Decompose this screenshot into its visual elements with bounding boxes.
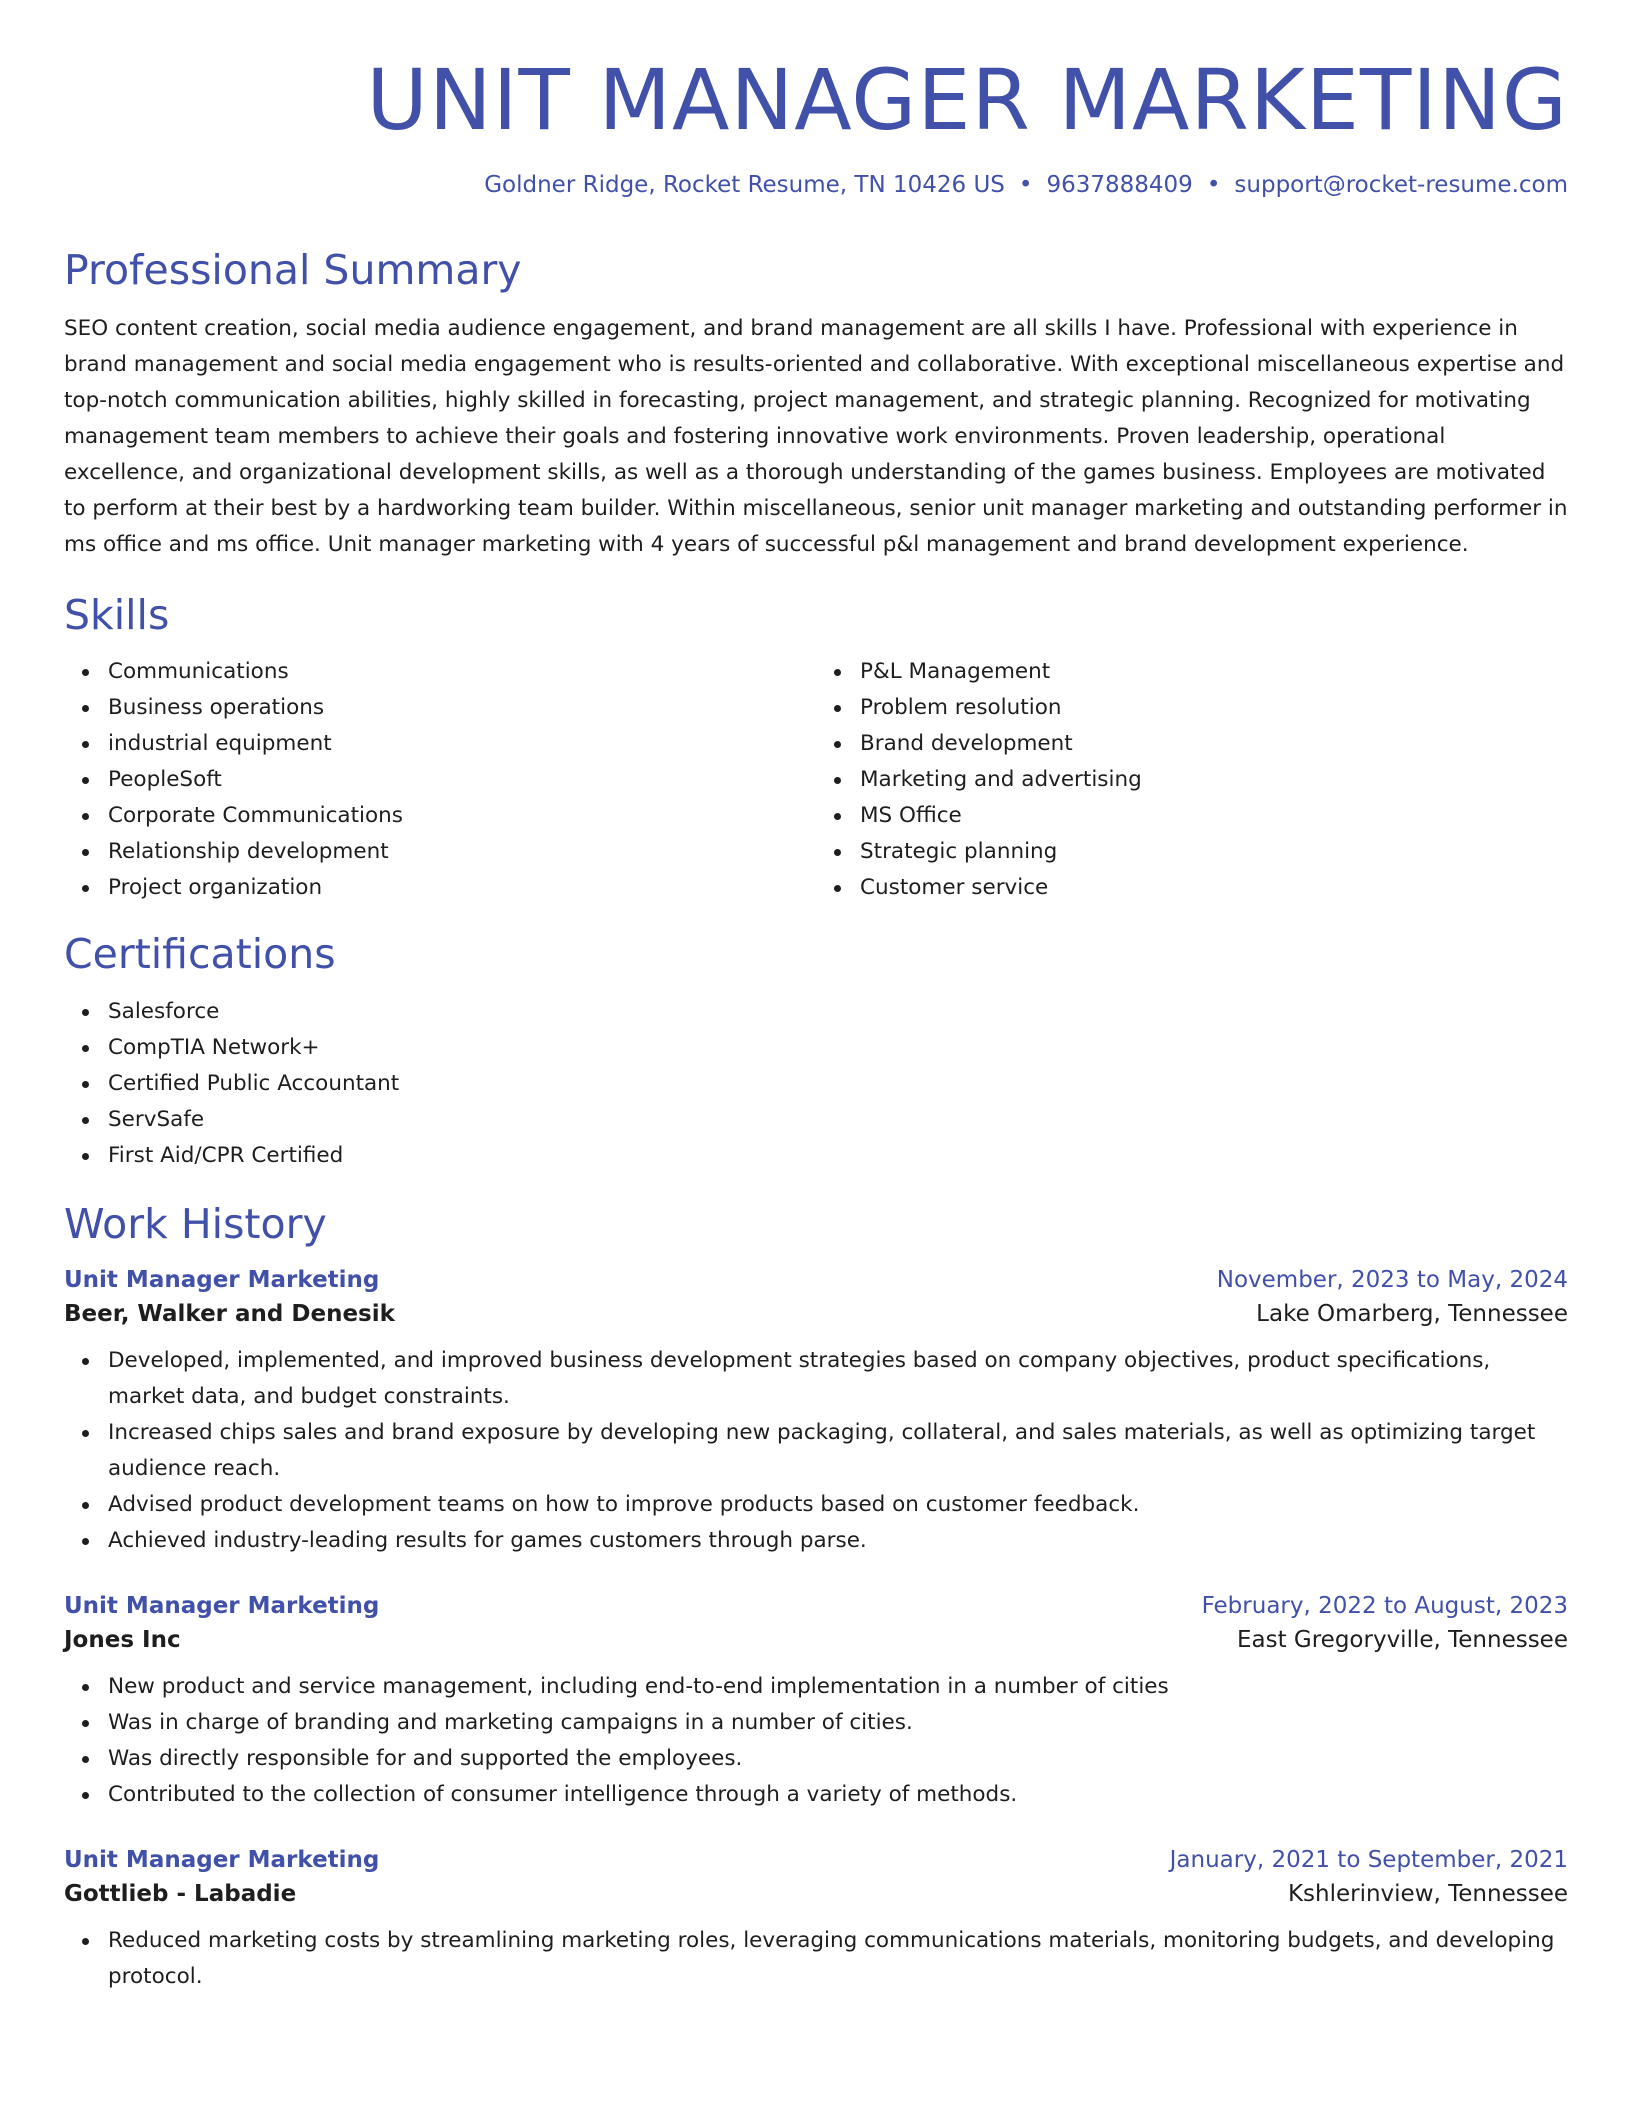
- job-location: East Gregoryville, Tennessee: [1236, 1626, 1568, 1653]
- contact-phone: 9637888409: [1046, 172, 1193, 198]
- certification-item: First Aid/CPR Certified: [108, 1138, 1568, 1174]
- job-bullets: [64, 1343, 1568, 1559]
- job-header-row: [64, 1847, 1568, 1873]
- skill-item: Business operations: [108, 690, 816, 726]
- job-header-row: [64, 1267, 1568, 1293]
- job-header-row: [64, 1593, 1568, 1619]
- job-entry: [64, 1847, 1568, 1995]
- certification-item: ServSafe: [108, 1102, 1568, 1138]
- certification-item: Salesforce: [108, 994, 1568, 1030]
- skills-list-left: [64, 654, 816, 906]
- summary-heading: Professional Summary: [64, 246, 522, 294]
- job-company-row: [64, 1881, 1568, 1907]
- job-bullet: Developed, implemented, and improved business development strategies based on company objectives, product specifications, market data, and budget constraints.: [108, 1343, 1568, 1415]
- job-bullet: Was in charge of branding and marketing campaigns in a number of cities.: [108, 1705, 1568, 1741]
- job-bullets: [64, 1669, 1568, 1813]
- work-history-heading: Work History: [64, 1199, 327, 1248]
- skill-item: Problem resolution: [860, 690, 1568, 726]
- job-bullet: Was directly responsible for and supported the employees.: [108, 1741, 1568, 1777]
- job-location: Kshlerinview, Tennessee: [1287, 1880, 1568, 1907]
- job-company: Gottlieb - Labadie: [64, 1880, 297, 1907]
- job-bullet: Contributed to the collection of consumer intelligence through a variety of methods.: [108, 1777, 1568, 1813]
- job-title: Unit Manager Marketing: [64, 1846, 380, 1873]
- certification-item: CompTIA Network+: [108, 1030, 1568, 1066]
- skill-item: Relationship development: [108, 834, 816, 870]
- skill-item: Project organization: [108, 870, 816, 906]
- skill-item: Corporate Communications: [108, 798, 816, 834]
- skill-item: Customer service: [860, 870, 1568, 906]
- skill-item: Communications: [108, 654, 816, 690]
- job-bullet: Advised product development teams on how to improve products based on customer feedback.: [108, 1487, 1568, 1523]
- summary-text: SEO content creation, social media audience engagement, and brand management are all skills I have. Professional with experience in brand management and social media engagement who is results-oriented and collaborative. With exceptional miscellaneous expertise and top-notch communication abilities, highly skilled in forecasting, project management, and strategic planning. Recognized for motivating management team members to achieve their goals and fostering innovative work environments. Proven leadership, operational excellence, and organizational development skills, as well as a thorough understanding of the games business. Employees are motivated to perform at their best by a hardworking team builder. Within miscellaneous, senior unit manager marketing and outstanding performer in ms office and ms office. Unit manager marketing with 4 years of successful p&l management and brand development experience.: [64, 316, 1568, 558]
- skill-item: Marketing and advertising: [860, 762, 1568, 798]
- resume-name: UNIT MANAGER MARKETING: [366, 51, 1568, 149]
- contact-separator: •: [1206, 172, 1221, 198]
- job-bullet: New product and service management, including end-to-end implementation in a number of cities: [108, 1669, 1568, 1705]
- contact-line: [64, 172, 1568, 198]
- job-company: Jones Inc: [64, 1626, 181, 1653]
- skills-list-right: [816, 654, 1568, 906]
- job-company: Beer, Walker and Denesik: [64, 1300, 395, 1327]
- job-bullet: Achieved industry-leading results for games customers through parse.: [108, 1523, 1568, 1559]
- job-entry: [64, 1593, 1568, 1813]
- job-company-row: [64, 1301, 1568, 1327]
- skill-item: PeopleSoft: [108, 762, 816, 798]
- skill-item: industrial equipment: [108, 726, 816, 762]
- certifications-list: [64, 994, 1568, 1174]
- job-dates: November, 2023 to May, 2024: [1216, 1266, 1568, 1293]
- skill-item: P&L Management: [860, 654, 1568, 690]
- job-bullet: Increased chips sales and brand exposure by developing new packaging, collateral, and sales materials, as well as optimizing target audience reach.: [108, 1415, 1568, 1487]
- contact-address: Goldner Ridge, Rocket Resume, TN 10426 US: [484, 172, 1005, 198]
- contact-separator: •: [1018, 172, 1033, 198]
- skill-item: Strategic planning: [860, 834, 1568, 870]
- certification-item: Certified Public Accountant: [108, 1066, 1568, 1102]
- job-dates: February, 2022 to August, 2023: [1201, 1592, 1568, 1619]
- skills-grid: [64, 654, 1568, 906]
- skill-item: MS Office: [860, 798, 1568, 834]
- job-bullet: Reduced marketing costs by streamlining marketing roles, leveraging communications materials, monitoring budgets, and developing protocol.: [108, 1923, 1568, 1995]
- job-dates: January, 2021 to September, 2021: [1169, 1846, 1568, 1873]
- certifications-heading: Certifications: [64, 930, 336, 979]
- job-title: Unit Manager Marketing: [64, 1266, 380, 1293]
- job-bullets: [64, 1923, 1568, 1995]
- skills-heading: Skills: [64, 591, 170, 640]
- job-company-row: [64, 1627, 1568, 1653]
- contact-email[interactable]: support@rocket-resume.com: [1234, 172, 1568, 198]
- job-title: Unit Manager Marketing: [64, 1592, 380, 1619]
- skill-item: Brand development: [860, 726, 1568, 762]
- job-entry: [64, 1267, 1568, 1559]
- job-location: Lake Omarberg, Tennessee: [1256, 1300, 1568, 1327]
